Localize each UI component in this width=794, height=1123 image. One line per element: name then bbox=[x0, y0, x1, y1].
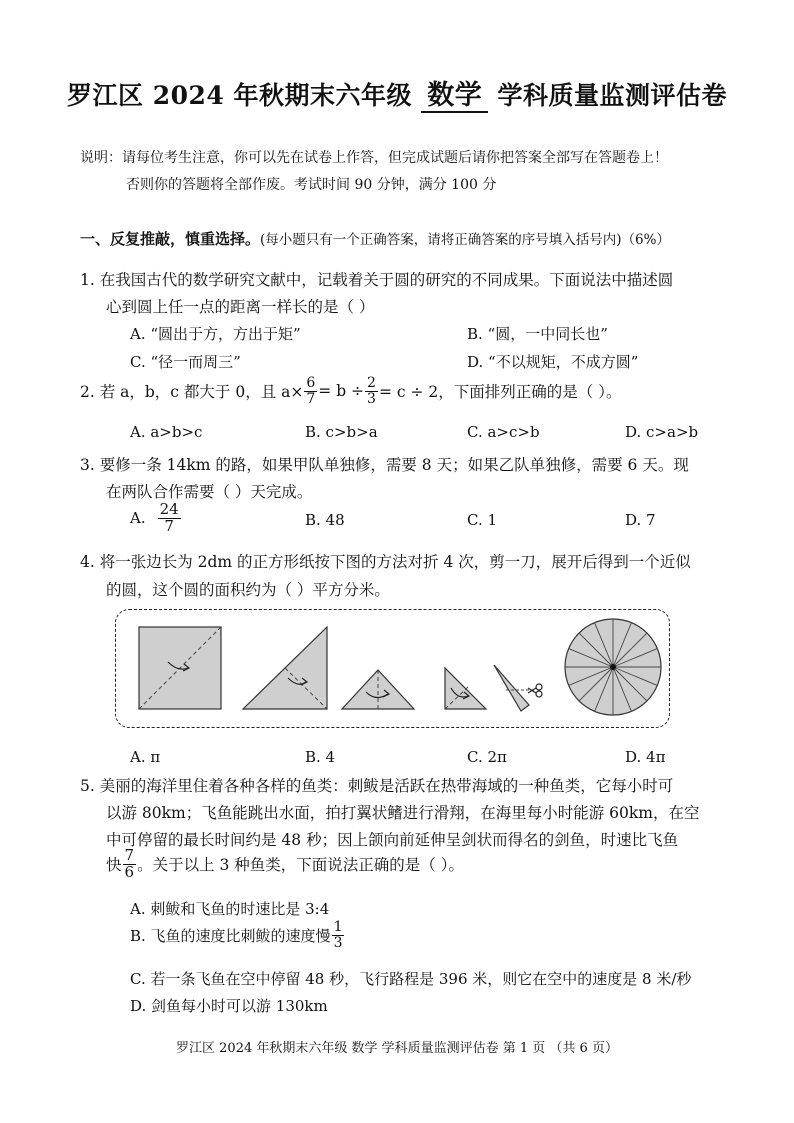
q5-fraction bbox=[123, 848, 137, 881]
title-prefix: 罗江区 2024 年秋期末六年级 bbox=[67, 81, 413, 110]
exam-title bbox=[0, 76, 794, 113]
q1-option-d: D. “不以规矩，不成方圆” bbox=[467, 353, 639, 371]
folded-narrow-triangle-icon bbox=[445, 668, 486, 709]
folded-triangle-icon bbox=[243, 627, 327, 709]
q5-stem-line-1: 5. 美丽的海洋里住着各种各样的鱼类：刺鲅是活跃在热带海域的一种鱼类，它每小时可 bbox=[80, 777, 674, 795]
q5-stem-line-2: 以游 80km；飞鱼能跳出水面，拍打翼状鳍进行滑翔，在海里每小时能游 60km，在空 bbox=[106, 804, 700, 822]
folded-small-triangle-icon bbox=[342, 670, 414, 709]
q1-option-a: A. “圆出于方，方出于矩” bbox=[130, 325, 301, 343]
q4-option-b: B. 4 bbox=[305, 748, 336, 766]
q1-stem-line-1: 1. 在我国古代的数学研究文献中，记载着关于圆的研究的不同成果。下面说法中描述圆 bbox=[80, 271, 674, 289]
q2-stem bbox=[80, 376, 621, 406]
instructions-line-2: 否则你的答题将全部作废。考试时间 90 分钟，满分 100 分 bbox=[126, 177, 497, 193]
section-1-title: 一、反复推敲，慎重选择。 bbox=[80, 230, 261, 248]
q4-option-a: A. π bbox=[130, 748, 161, 766]
q3-stem-line-2: 在两队合作需要（ ）天完成。 bbox=[106, 483, 313, 501]
circle-center-dot bbox=[610, 664, 616, 670]
paper-folding-figure bbox=[115, 609, 670, 728]
q2-option-a: A. a>b>c bbox=[130, 423, 203, 441]
q3-option-c: C. 1 bbox=[467, 511, 498, 529]
folded-square-icon bbox=[139, 627, 221, 709]
q5-option-a: A. 刺鲅和飞鱼的时速比是 3:4 bbox=[130, 900, 330, 918]
q5-stem-line-3: 中可停留的最长时间约是 48 秒；因上颌向前延伸呈剑状而得名的剑鱼，时速比飞鱼 bbox=[106, 831, 679, 849]
section-1-heading bbox=[80, 228, 670, 249]
q3-option-a-den: 7 bbox=[164, 516, 174, 535]
q2-stem-suffix: = c ÷ 2，下面排列正确的是（ ）。 bbox=[378, 383, 622, 402]
q4-option-d: D. 4π bbox=[625, 748, 666, 766]
q2-fraction-1 bbox=[304, 376, 317, 406]
q5-fraction-den: 6 bbox=[124, 862, 135, 881]
q3-option-a-fraction bbox=[158, 502, 181, 535]
page-footer: 罗江区 2024 年秋期末六年级 数学 学科质量监测评估卷 第 1 页 （共 6 页） bbox=[176, 1041, 618, 1056]
q2-option-b: B. c>b>a bbox=[305, 423, 378, 441]
title-suffix: 学科质量监测评估卷 bbox=[497, 81, 727, 110]
q2-option-d: D. c>a>b bbox=[625, 423, 699, 441]
q2-stem-prefix: 2. 若 a，b，c 都大于 0，且 a× bbox=[80, 383, 304, 402]
q3-option-d: D. 7 bbox=[625, 511, 656, 529]
q5-fraction-num: 7 bbox=[124, 846, 135, 864]
q5-option-d: D. 剑鱼每小时可以游 130km bbox=[130, 997, 328, 1015]
q4-option-c: C. 2π bbox=[467, 748, 507, 766]
q3-option-a-label: A. bbox=[130, 509, 146, 528]
q2-fraction-2-num: 2 bbox=[367, 375, 376, 391]
unfolded-circle-icon bbox=[565, 619, 661, 715]
q1-option-c: C. “径一而周三” bbox=[130, 353, 241, 371]
q3-option-b: B. 48 bbox=[305, 511, 345, 529]
q4-stem-line-1: 4. 将一张边长为 2dm 的正方形纸按下图的方法对折 4 次，剪一刀，展开后得到一个近似 bbox=[80, 553, 691, 571]
q2-fraction-2 bbox=[365, 376, 378, 406]
q4-stem-line-2: 的圆，这个圆的面积约为（ ）平方分米。 bbox=[106, 581, 390, 599]
q3-option-a bbox=[130, 502, 182, 535]
q5-option-b-num: 1 bbox=[333, 919, 343, 935]
q2-option-c: C. a>c>b bbox=[467, 423, 540, 441]
scissors-icon bbox=[528, 684, 542, 697]
title-subject: 数学 bbox=[421, 81, 488, 113]
q5-stem-line-4-suffix: 。关于以上 3 种鱼类，下面说法正确的是（ ）。 bbox=[137, 856, 464, 875]
paper-folding-diagram bbox=[116, 610, 669, 727]
q5-stem-line-4 bbox=[106, 848, 464, 881]
q2-fraction-1-num: 6 bbox=[306, 375, 316, 391]
q2-fraction-2-den: 3 bbox=[367, 390, 376, 407]
instructions-line-1: 说明：请每位考生注意，你可以先在试卷上作答，但完成试题后请你把答案全部写在答题卷上！ bbox=[80, 150, 668, 166]
q5-stem-line-4-prefix: 快 bbox=[106, 856, 122, 875]
q1-option-b: B. “圆，一中同长也” bbox=[467, 325, 608, 343]
q3-stem-line-1: 3. 要修一条 14km 的路，如果甲队单独修，需要 8 天；如果乙队单独修，需要 6 天。现 bbox=[80, 456, 689, 474]
q5-option-b bbox=[130, 920, 345, 950]
narrow-triangle-with-cut-icon bbox=[494, 665, 536, 711]
q5-option-b-fraction bbox=[332, 920, 345, 950]
section-1-note: (每小题只有一个正确答案，请将正确答案的序号填入括号内)（6%） bbox=[260, 232, 670, 248]
q5-option-b-text: B. 飞鱼的速度比刺鲅的速度慢 bbox=[130, 926, 331, 945]
q1-stem-line-2: 心到圆上任一点的距离一样长的是（ ） bbox=[106, 298, 375, 316]
q3-option-a-num: 24 bbox=[159, 500, 179, 518]
q5-option-b-den: 3 bbox=[333, 934, 343, 951]
q2-fraction-1-den: 7 bbox=[306, 390, 316, 407]
q2-stem-mid: = b ÷ bbox=[318, 382, 365, 401]
q5-option-c: C. 若一条飞鱼在空中停留 48 秒，飞行路程是 396 米，则它在空中的速度是 8 米/秒 bbox=[130, 970, 692, 988]
